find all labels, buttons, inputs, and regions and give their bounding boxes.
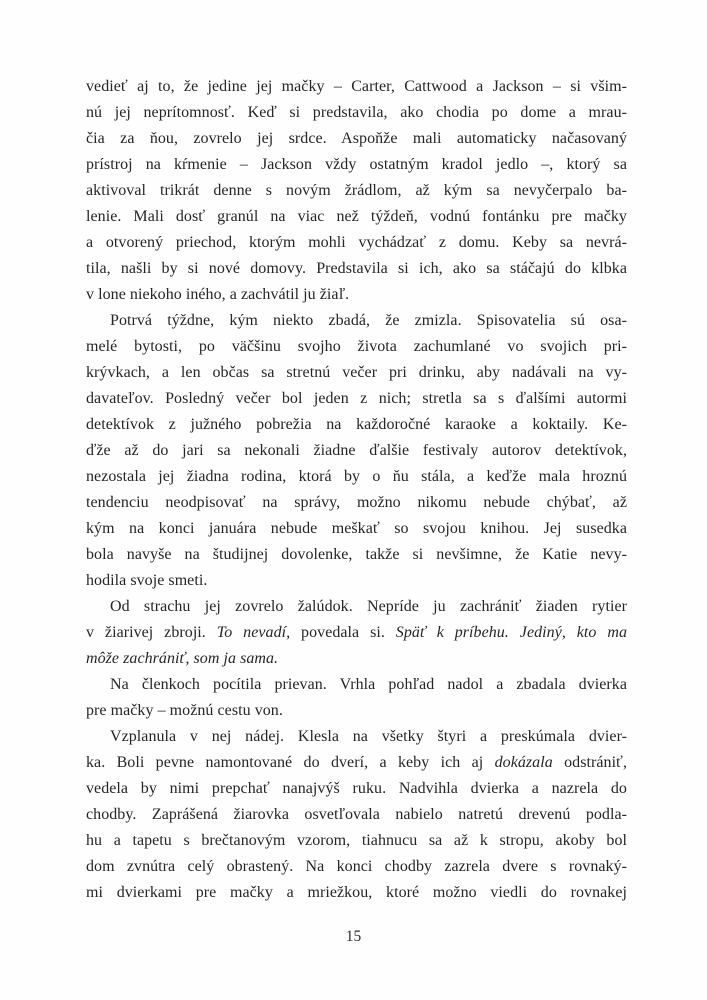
text-line: [86, 152, 627, 178]
text-line: [86, 620, 627, 646]
text-line: [86, 646, 627, 672]
text-line: [86, 490, 627, 516]
text-line: [86, 74, 627, 100]
text-line: [86, 412, 627, 438]
text-line: [86, 698, 627, 724]
text-segment: mi dvierkami pre mačky a mriežkou, ktoré možno viedli do rovnakej: [86, 884, 627, 901]
text-segment: bola navyše na študijnej dovolenke, takže si nevšimne, že Katie nevy-: [86, 546, 627, 563]
body-text: [86, 74, 627, 906]
text-line: [86, 126, 627, 152]
text-segment: Potrvá týždne, kým niekto zbadá, že zmizla. Spisovatelia sú osa-: [110, 312, 627, 329]
text-line: [86, 854, 627, 880]
text-line: [86, 828, 627, 854]
text-line: [86, 724, 627, 750]
text-segment: prístroj na kŕmenie – Jackson vždy ostatným kradol jedlo –, ktorý sa: [86, 156, 627, 173]
text-segment: a otvorený priechod, ktorým mohli vychádzať z domu. Keby sa nevrá-: [86, 234, 627, 251]
text-segment: hodila svoje smeti.: [86, 572, 208, 589]
text-segment: vedela by nimi prepchať nanajvýš ruku. Nadvihla dvierka a nazrela do: [86, 780, 627, 797]
text-segment: davateľov. Posledný večer bol jeden z nich; stretla sa s ďalšími autormi: [86, 390, 627, 407]
page-number: 15: [345, 928, 362, 945]
text-segment: Vzplanula v nej nádej. Klesla na všetky štyri a preskúmala dvier-: [110, 728, 627, 745]
text-segment: pre mačky – možnú cestu von.: [86, 702, 283, 719]
text-segment: chodby. Zaprášená žiarovka osvetľovala nabielo natretú drevenú podla-: [86, 806, 627, 823]
text-segment: vedieť aj to, že jedine jej mačky – Carter, Cattwood a Jackson – si všim-: [86, 78, 627, 95]
text-segment: tila, našli by si nové domovy. Predstavila si ich, ako sa stáčajú do klbka: [86, 260, 627, 277]
text-segment: nezostala jej žiadna rodina, ktorá by o ňu stála, a keďže mala hroznú: [86, 468, 627, 485]
text-segment: tendenciu neodpisovať na správy, možno nikomu nebude chýbať, až: [86, 494, 627, 511]
text-segment: čia za ňou, zovrelo jej srdce. Aspoňže mali automaticky načasovaný: [86, 130, 627, 147]
text-segment: hu a tapetu s brečtanovým vzorom, tiahnucu sa až k stropu, akoby bol: [86, 832, 627, 849]
text-segment: dom zvnútra celý obrastený. Na konci chodby zazrela dvere s rovnaký-: [86, 858, 627, 875]
text-segment: v žiarivej zbroji.: [86, 624, 217, 641]
italic-text-segment: To nevadí,: [216, 624, 291, 641]
text-line: [86, 308, 627, 334]
text-segment: Od strachu jej zovrelo žalúdok. Nepríde ju zachrániť žiaden rytier: [110, 598, 627, 615]
text-line: [86, 386, 627, 412]
text-segment: lenie. Mali dosť granúl na viac než týždeň, vodnú fontánku pre mačky: [86, 208, 627, 225]
text-line: [86, 360, 627, 386]
text-segment: nú jej neprítomnosť. Keď si predstavila, ako chodia po dome a mrau-: [86, 104, 627, 121]
text-line: [86, 230, 627, 256]
text-line: [86, 750, 627, 776]
text-line: [86, 178, 627, 204]
text-segment: povedala si.: [290, 624, 396, 641]
italic-text-segment: Späť k príbehu. Jediný, kto ma: [395, 624, 628, 641]
text-line: [86, 568, 627, 594]
text-segment: kým na konci januára nebude meškať so svojou knihou. Jej susedka: [86, 520, 627, 537]
text-segment: krývkach, a len občas sa stretnú večer pri drinku, aby nadávali na vy-: [86, 364, 627, 381]
text-line: [86, 204, 627, 230]
text-segment: Na členkoch pocítila prievan. Vrhla pohľad nadol a zbadala dvierka: [110, 676, 627, 693]
text-line: [86, 464, 627, 490]
text-line: [86, 542, 627, 568]
text-segment: odstrániť,: [552, 754, 627, 771]
text-segment: melé bytosti, po väčšinu svojho života zachumlané vo svojich pri-: [86, 338, 627, 355]
text-line: [86, 516, 627, 542]
text-segment: ka. Boli pevne namontované do dverí, a keby ich aj: [86, 754, 495, 771]
text-segment: detektívok z južného pobrežia na každoročné karaoke a koktaily. Ke-: [86, 416, 627, 433]
text-line: [86, 802, 627, 828]
text-line: [86, 594, 627, 620]
italic-text-segment: dokázala: [494, 754, 553, 771]
text-segment: ďže až do jari sa nekonali žiadne ďalšie festivaly autorov detektívok,: [86, 442, 627, 459]
text-segment: aktivoval trikrát denne s novým žrádlom, až kým sa nevyčerpalo ba-: [86, 182, 627, 199]
text-line: [86, 256, 627, 282]
text-line: [86, 438, 627, 464]
italic-text-segment: môže zachrániť, som ja sama.: [86, 650, 279, 667]
text-segment: v lone niekoho iného, a zachvátil ju žiaľ.: [86, 286, 350, 303]
text-line: [86, 100, 627, 126]
text-line: [86, 282, 627, 308]
text-line: [86, 334, 627, 360]
text-line: [86, 672, 627, 698]
text-line: [86, 776, 627, 802]
text-line: [86, 880, 627, 906]
